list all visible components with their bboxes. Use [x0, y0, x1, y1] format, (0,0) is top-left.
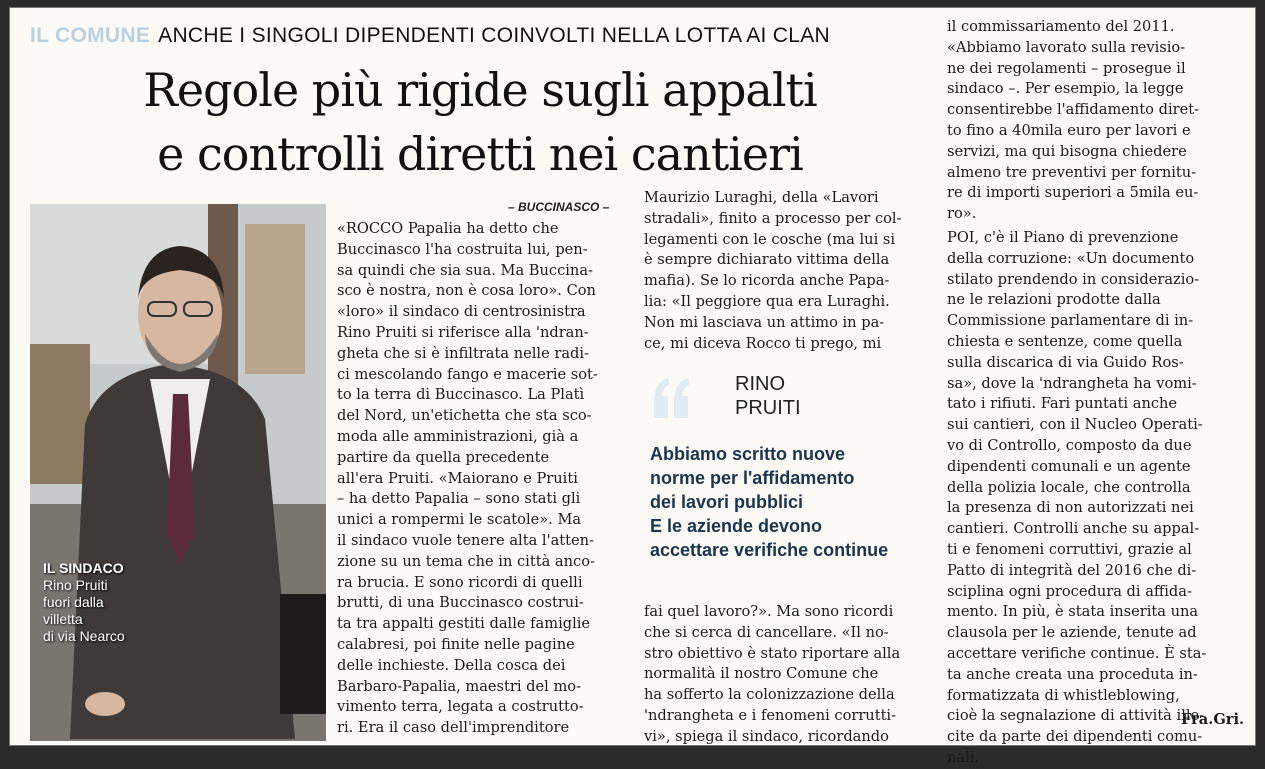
text-line: sa quindi che sia sua. Ma Buccina-	[337, 261, 593, 279]
photo-caption	[43, 560, 125, 645]
article-column-3-bottom	[947, 228, 1247, 769]
pull-quote	[638, 368, 938, 573]
quote-mark-icon	[652, 374, 690, 422]
text-line: brutti, di una Buccinasco costrui-	[337, 594, 584, 612]
text-line: che si cerca di cancellare. «Il no-	[644, 623, 889, 641]
text-line: ta anche creata una proceduta in-	[947, 665, 1198, 683]
text-line: ci mescolando fango e macerie sot-	[337, 365, 598, 383]
quote-line: Abbiamo scritto nuove	[650, 444, 846, 464]
author-signature: Fra.Gri.	[1181, 711, 1245, 728]
text-line: Commissione parlamentare di in-	[947, 312, 1194, 330]
text-line: «ROCCO Papalia ha detto che	[337, 220, 559, 237]
text-line: vimento terra, legata a costrutto-	[337, 698, 584, 716]
quote-line: E le aziende devono	[650, 516, 823, 536]
text-line: ne le relazioni prodotte dalla	[947, 291, 1161, 309]
text-line: moda alle amministrazioni, già a	[337, 427, 579, 445]
text-line: Barbaro-Papalia, maestri del mo-	[337, 677, 582, 695]
kicker-text: ANCHE I SINGOLI DIPENDENTI COINVOLTI NELLA LOTTA AI CLAN	[158, 24, 831, 47]
newspaper-page	[10, 8, 1255, 766]
text-line: il commissariamento del 2011.	[947, 18, 1175, 35]
text-line: ri. Era il caso dell'imprenditore	[337, 719, 570, 737]
text-line: ne dei regolamenti – prosegue il	[947, 59, 1186, 77]
text-line: mafia). Se lo ricorda anche Papa-	[644, 272, 890, 290]
text-line: cantieri. Controlli anche su appal-	[947, 520, 1200, 538]
text-line: ti e fenomeni corruttivi, grazie al	[947, 540, 1192, 558]
text-line: calabresi, poi finite nelle pagine	[337, 635, 575, 653]
text-line: ro».	[947, 205, 977, 223]
text-line: almeno tre preventivi per fornitu-	[947, 163, 1197, 181]
text-line: vo di Controllo, composto da due	[947, 436, 1192, 454]
text-line: fai quel lavoro?». Ma sono ricordi	[644, 603, 894, 620]
caption-line: villetta	[43, 611, 83, 627]
quote-author	[735, 372, 801, 420]
kicker	[30, 24, 830, 48]
text-line: consentirebbe l'affidamento diret-	[947, 101, 1200, 119]
text-line: sui cantieri, con il Nucleo Operati-	[947, 416, 1203, 434]
text-line: della polizia locale, che controlla	[947, 478, 1191, 496]
text-line: lia: «Il peggiore qua era Luraghi.	[644, 292, 890, 310]
text-line: zione su un tema che in città anco-	[337, 552, 595, 570]
headline-line: e controlli diretti nei cantieri	[157, 127, 803, 181]
caption-label: IL SINDACO	[43, 560, 124, 576]
text-line: normalità il nostro Comune che	[644, 665, 879, 683]
mayor-photo	[30, 204, 326, 741]
text-line: la presenza di non autorizzati nei	[947, 499, 1194, 517]
quote-text	[650, 442, 888, 562]
caption-line: fuori dalla	[43, 594, 104, 610]
quote-author-line: PRUITI	[735, 397, 801, 419]
text-line: POI, c'è il Piano di prevenzione	[947, 229, 1179, 246]
text-line: sa», dove la 'ndrangheta ha vomi-	[947, 374, 1197, 392]
text-line: Maurizio Luraghi, della «Lavori	[644, 189, 879, 206]
text-line: cite da parte dei dipendenti comu-	[947, 728, 1203, 746]
text-line: mento. In più, è stata inserita una	[947, 603, 1199, 621]
text-line: re di importi superiori a 5mila eu-	[947, 184, 1199, 202]
text-line: tato i rifiuti. Fari puntati anche	[947, 395, 1178, 413]
text-line: clausola per le aziende, tenute ad	[947, 624, 1197, 642]
text-line: unici a rompermi le scatole». Ma	[337, 511, 582, 529]
text-line: sindaco –. Per esempio, la legge	[947, 80, 1184, 98]
text-line: 'ndrangheta e i fenomeni corrutti-	[644, 706, 897, 724]
text-line: – ha detto Papalia – sono stati gli	[337, 490, 581, 508]
text-line: vi», spiega il sindaco, ricordando	[644, 727, 889, 745]
text-line: «loro» il sindaco di centrosinistra	[337, 303, 586, 321]
text-line: accettare verifiche continue. È sta-	[947, 644, 1207, 662]
text-line: all'era Pruiti. «Maiorano e Pruiti	[337, 469, 578, 487]
text-line: è sempre dichiarato vittima della	[644, 251, 890, 269]
text-line: stradali», finito a processo per col-	[644, 209, 902, 227]
text-line: partire da quella precedente	[337, 448, 550, 466]
caption-line: di via Nearco	[43, 628, 125, 644]
text-line: legamenti con le cosche (ma lui si	[644, 230, 896, 248]
article-column-2-bottom	[644, 602, 944, 748]
text-line: ra brucia. E sono ricordi di quelli	[337, 573, 583, 591]
text-line: ce, mi diceva Rocco ti prego, mi	[644, 334, 882, 352]
text-line: il sindaco vuole tenere alta l'atten-	[337, 531, 594, 549]
text-line: ta tra appalti gestiti dalle famiglie	[337, 615, 591, 633]
text-line: stilato prendendo in considerazio-	[947, 270, 1200, 288]
caption-line: Rino Pruiti	[43, 577, 108, 593]
article-column-2-top	[644, 188, 944, 354]
mayor-photo-illustration	[30, 204, 326, 741]
text-line: stro obiettivo è stato riportare alla	[644, 644, 901, 662]
text-line: to fino a 40mila euro per lavori e	[947, 121, 1191, 139]
quote-line: norme per l'affidamento	[650, 468, 855, 488]
text-line: dipendenti comunali e un agente	[947, 457, 1191, 475]
text-line: Buccinasco l'ha costruita lui, pen-	[337, 240, 588, 258]
headline	[90, 58, 870, 186]
text-line: della corruzione: «Un documento	[947, 249, 1195, 267]
text-line: formatizzata di whistleblowing,	[947, 686, 1180, 704]
text-line: nali.	[947, 748, 980, 766]
text-line: sco è nostra, non è cosa loro». Con	[337, 282, 596, 300]
quote-line: accettare verifiche continue	[650, 540, 889, 560]
article-column-3-top	[947, 17, 1247, 225]
quote-author-line: RINO	[735, 373, 785, 395]
article-column-1	[337, 219, 637, 739]
text-line: Rino Pruiti si riferisce alla 'ndran-	[337, 323, 589, 341]
text-line: «Abbiamo lavorato sulla revisio-	[947, 38, 1186, 56]
text-line: servizi, ma qui bisogna chiedere	[947, 142, 1187, 160]
dateline: – BUCCINASCO –	[508, 200, 610, 214]
text-line: Non mi lasciava un attimo in pa-	[644, 313, 885, 331]
text-line: sciplina ogni procedura di affida-	[947, 582, 1192, 600]
text-line: cioè la segnalazione di attività ille-	[947, 707, 1205, 725]
text-line: del Nord, un'etichetta che sta sco-	[337, 407, 592, 425]
text-line: Patto di integrità del 2016 che di-	[947, 561, 1197, 579]
text-line: chiesta e sentenze, come quella	[947, 332, 1183, 350]
text-line: to la terra di Buccinasco. La Platì	[337, 386, 585, 404]
quote-line: dei lavori pubblici	[650, 492, 804, 512]
headline-line: Regole più rigide sugli appalti	[143, 63, 817, 117]
section-label: IL COMUNE	[30, 24, 151, 47]
text-line: ha sofferto la colonizzazione della	[644, 686, 895, 704]
text-line: delle inchieste. Della cosca dei	[337, 656, 566, 674]
text-line: gheta che si è infiltrata nelle radi-	[337, 344, 589, 362]
text-line: sulla discarica di via Guido Ros-	[947, 353, 1184, 371]
